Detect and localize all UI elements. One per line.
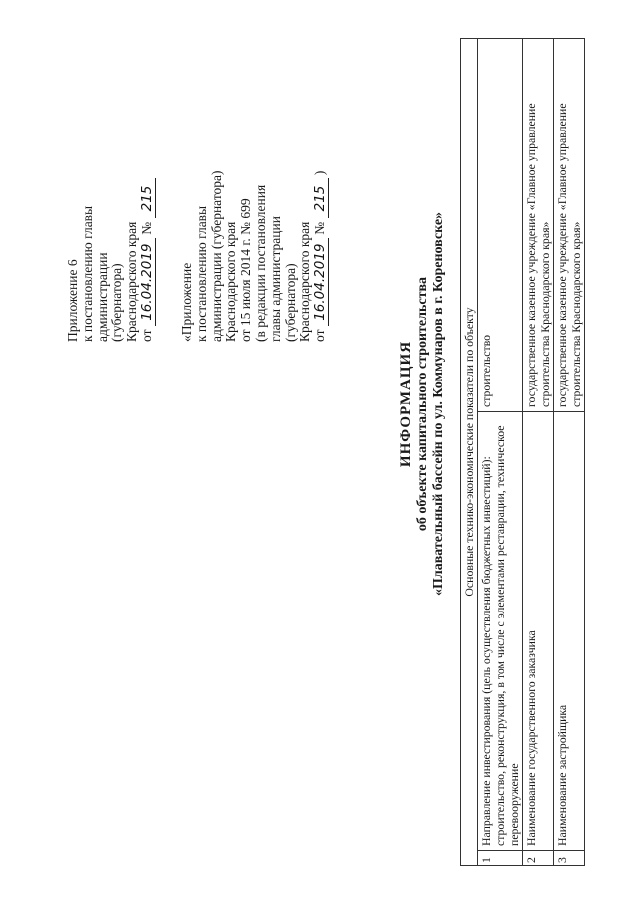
table-header-row: [461, 39, 478, 866]
row-value: строительство: [478, 39, 523, 412]
appendix-line: к постановлению главы: [79, 205, 95, 342]
appendix-line: Краснодарского края: [223, 221, 239, 342]
handwritten-number: 215: [313, 179, 329, 219]
document-title: ИНФОРМАЦИЯ: [398, 340, 414, 468]
appendix-line: Приложение 6: [65, 259, 80, 342]
table-row: [554, 39, 585, 866]
table-header: Основные технико-экономические показатели по объекту: [461, 39, 478, 866]
date-prefix: от: [138, 329, 154, 342]
row-label: Наименование государственного заказчика: [523, 412, 554, 851]
indicators-table: [460, 38, 585, 866]
row-number: 2: [523, 851, 554, 866]
object-name: «Плавательный бассейн по ул. Коммунаров в г. Кореновске»: [431, 211, 446, 597]
document-title-block: [398, 204, 447, 604]
row-value: государственное казенное учреждение «Главное управление строительства Краснодарского края»: [554, 39, 585, 412]
appendix-line: администрации (губернатора): [208, 170, 224, 342]
handwritten-number: 215: [140, 179, 156, 219]
appendix-line: от 15 июля 2014 г. № 699: [238, 198, 254, 342]
row-number: 3: [554, 851, 585, 866]
number-prefix: №: [312, 221, 328, 235]
row-value: государственное казенное учреждение «Главное управление строительства Краснодарского края»: [523, 39, 554, 412]
handwritten-date: 16.04.2019: [313, 238, 329, 326]
row-label: Наименование застройщика: [554, 412, 585, 851]
appendix-line: (губернатора): [282, 263, 298, 342]
appendix-stamp-amended: [180, 170, 329, 342]
number-prefix: №: [138, 221, 154, 235]
closing-parenthesis: ): [312, 170, 328, 176]
date-prefix: от: [312, 329, 328, 342]
appendix-line: Краснодарского края: [124, 221, 140, 342]
table-row: [478, 39, 523, 866]
appendix-date-line: [140, 179, 156, 343]
appendix-line: (губернатора): [109, 263, 125, 342]
appendix-line: к постановлению главы: [193, 205, 209, 342]
handwritten-date: 16.04.2019: [140, 238, 156, 326]
document-subtitle: об объекте капитального строительства: [415, 276, 430, 532]
appendix-line: администрации: [94, 252, 110, 342]
table-row: [523, 39, 554, 866]
row-number: 1: [478, 851, 523, 866]
appendix-line: Краснодарского края: [297, 221, 313, 342]
appendix-stamp: [66, 179, 156, 343]
appendix-line: «Приложение: [179, 262, 194, 342]
row-label: Направление инвестирования (цель осуществления бюджетных инвестиций): строительство, реконструкция, в том числе с элементами реставрации, техническое перевооружение: [478, 412, 523, 851]
appendix-line: главы администрации: [267, 216, 283, 342]
appendix-line: (в редакции постановления: [252, 184, 268, 342]
appendix-date-line: [313, 170, 329, 342]
